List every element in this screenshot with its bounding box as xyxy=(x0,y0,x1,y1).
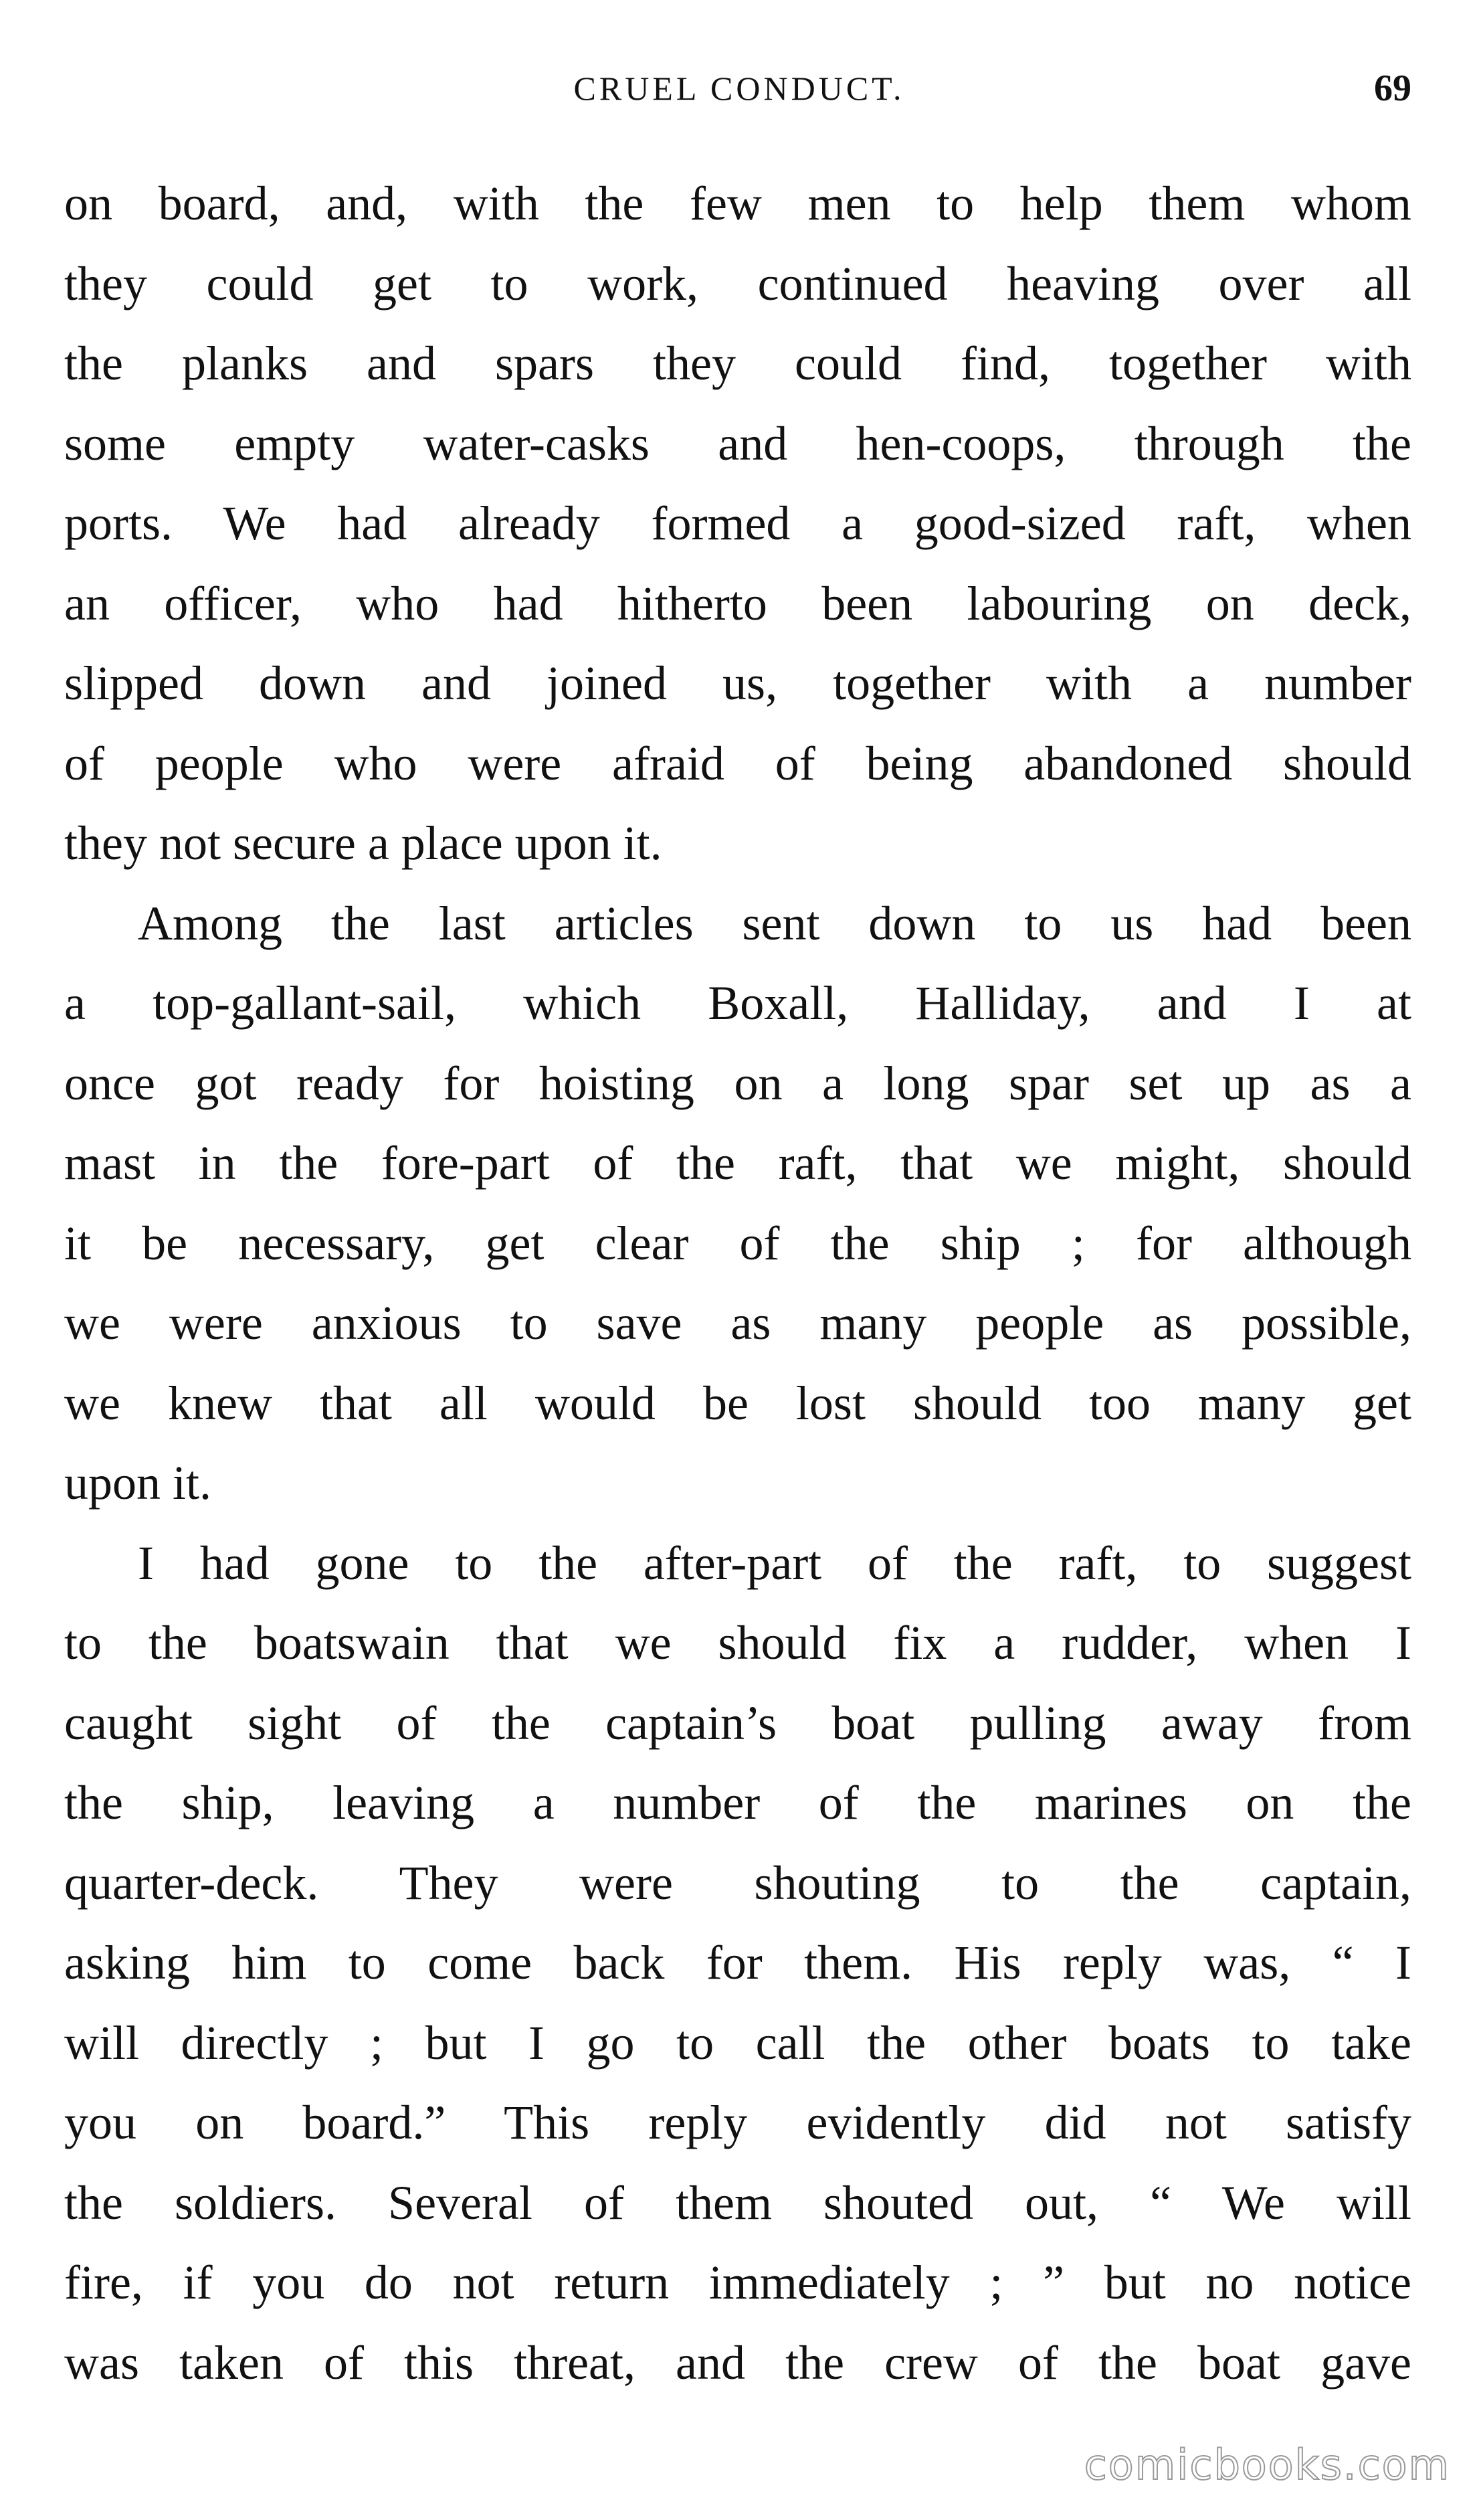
text-line: fire, if you do not return immediately ; ” but no notice xyxy=(64,2256,1411,2309)
text-line: will directly ; but I go to call the other boats to take xyxy=(64,2015,1411,2070)
text-line: upon it. xyxy=(64,1456,212,1510)
watermark-logo: comicbooks.com xyxy=(1084,2440,1450,2489)
text-line: caught sight of the captain’s boat pulling away from xyxy=(64,1696,1411,1750)
text-line: was taken of this threat, and the crew of the boat gave xyxy=(64,2335,1411,2390)
text-line: some empty water-casks and hen-coops, through the xyxy=(64,416,1411,470)
text-line: the soldiers. Several of them shouted out, “ We will xyxy=(64,2175,1411,2230)
running-head xyxy=(67,62,1411,115)
paragraph xyxy=(64,884,1411,1524)
text-line: ports. We had already formed a good-sized raft, when xyxy=(64,497,1411,550)
paragraph xyxy=(64,1524,1411,2404)
text-line: they could get to work, continued heaving over all xyxy=(64,256,1411,310)
text-line: the planks and spars they could find, together with xyxy=(64,337,1411,390)
text-line: we were anxious to save as many people as possible, xyxy=(64,1296,1411,1350)
text-line: asking him to come back for them. His reply was, “ I xyxy=(64,1936,1411,1989)
text-line: quarter-deck. They were shouting to the captain, xyxy=(64,1856,1411,1910)
text-line: mast in the fore-part of the raft, that we might, should xyxy=(64,1136,1411,1190)
text-line: they not secure a place upon it. xyxy=(64,816,662,870)
paragraph xyxy=(64,164,1411,884)
text-line: we knew that all would be lost should too many get xyxy=(64,1376,1411,1430)
text-line: Among the last articles sent down to us had been xyxy=(138,896,1411,950)
text-line: I had gone to the after-part of the raft, to suggest xyxy=(138,1536,1411,1590)
text-line: an officer, who had hitherto been labouring on deck, xyxy=(64,576,1411,630)
text-line: you on board.” This reply evidently did not satisfy xyxy=(64,2096,1411,2149)
running-title: CRUEL CONDUCT. xyxy=(573,70,905,107)
text-line: it be necessary, get clear of the ship ; for although xyxy=(64,1216,1411,1270)
page-number: 69 xyxy=(1374,68,1411,109)
text-line: of people who were afraid of being abandoned should xyxy=(64,736,1411,790)
text-line: a top-gallant-sail, which Boxall, Halliday, and I at xyxy=(64,976,1411,1030)
text-line: to the boatswain that we should fix a rudder, when I xyxy=(64,1616,1411,1670)
text-line: the ship, leaving a number of the marines on the xyxy=(64,1776,1411,1829)
text-line: slipped down and joined us, together with a number xyxy=(64,656,1411,710)
text-line: on board, and, with the few men to help them whom xyxy=(64,177,1411,230)
text-line: once got ready for hoisting on a long spar set up as a xyxy=(64,1056,1411,1110)
body-text xyxy=(64,164,1411,2403)
